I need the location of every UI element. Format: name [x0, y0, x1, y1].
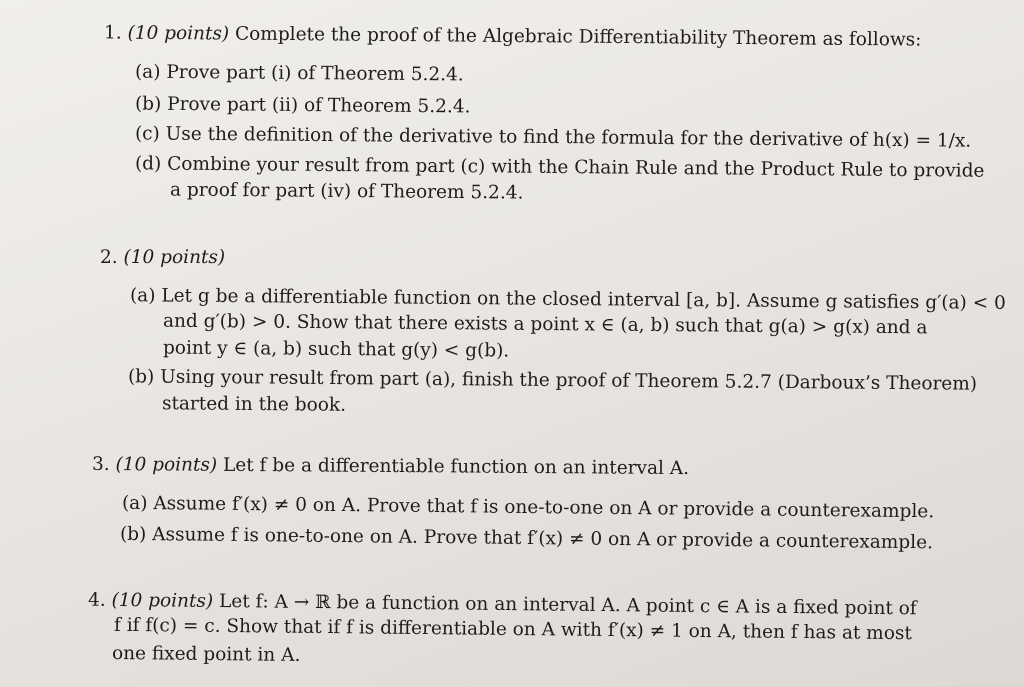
- problem-1-part-a: [135, 62, 464, 86]
- problem-4-text: one fixed point in A.: [111, 643, 301, 666]
- part-text: Assume f′(x) ≠ 0 on A. Prove that f is one-to-one on A or provide a counterexample.: [153, 493, 935, 523]
- problem-1-points: (10 points): [127, 22, 230, 45]
- part-label: (a): [134, 61, 161, 83]
- problem-4-intro: Let f: A → ℝ be a function on an interval A. A point c ∈ A is a fixed point of: [218, 591, 917, 620]
- problem-3-part-b: [120, 524, 933, 554]
- problem-2-part-b-cont: [162, 393, 346, 416]
- problem-1-part-b: [135, 94, 471, 118]
- problem-4-text: f if f(c) = c. Show that if f is differentiable on A with f′(x) ≠ 1 on A, then f has at most: [113, 614, 912, 645]
- part-text: a proof for part (iv) of Theorem 5.2.4.: [169, 179, 524, 204]
- problem-2-part-b: [128, 366, 977, 395]
- problem-4-points: (10 points): [111, 589, 214, 612]
- part-label: (a): [129, 285, 156, 307]
- part-text: Combine your result from part (c) with the Chain Rule and the Product Rule to provide: [167, 153, 985, 182]
- problem-1-intro: Complete the proof of the Algebraic Differentiability Theorem as follows:: [234, 23, 922, 51]
- problem-1-part-d: [135, 153, 985, 182]
- part-label: (d): [134, 153, 162, 175]
- problem-4-number: 4.: [87, 589, 106, 611]
- part-text: started in the book.: [161, 393, 347, 416]
- part-label: (c): [134, 123, 160, 145]
- problem-1-part-d-cont: [170, 179, 524, 203]
- problem-1-part-c: [135, 123, 971, 152]
- problem-2-part-a-cont1: [163, 311, 928, 339]
- problem-3-points: (10 points): [115, 454, 218, 476]
- problem-3-header: [92, 454, 689, 479]
- part-text: Assume f is one-to-one on A. Prove that f′(x) ≠ 0 on A or provide a counterexample.: [152, 524, 934, 554]
- problem-2-number: 2.: [100, 247, 118, 268]
- part-text: Prove part (ii) of Theorem 5.2.4.: [167, 93, 471, 118]
- problem-1-number: 1.: [103, 22, 122, 44]
- problem-3-part-a: [122, 493, 934, 523]
- part-text: point y ∈ (a, b) such that g(y) < g(b).: [162, 337, 510, 362]
- part-text: Let g be a differentiable function on the closed interval [a, b]. Assume g satisfies g′(a) < 0: [161, 285, 1006, 314]
- problem-2-part-a: [130, 285, 1006, 314]
- problem-1-header: [104, 22, 922, 50]
- problem-3-intro: Let f be a differentiable function on an interval A.: [222, 454, 690, 480]
- part-label: (b): [119, 523, 147, 546]
- part-text: and g′(b) > 0. Show that there exists a point x ∈ (a, b) such that g(a) > g(x) and a: [162, 310, 928, 339]
- problem-3-number: 3.: [91, 453, 110, 476]
- problem-2-header: [100, 247, 225, 268]
- part-text: Use the definition of the derivative to find the formula for the derivative of h(x) = 1/x.: [165, 123, 972, 152]
- part-text: Using your result from part (a), finish the proof of Theorem 5.2.7 (Darboux’s Theorem): [160, 366, 978, 395]
- part-label: (b): [134, 93, 162, 115]
- problem-2-points: (10 points): [123, 247, 226, 268]
- problem-4-line-3: [112, 643, 301, 666]
- part-text: Prove part (i) of Theorem 5.2.4.: [166, 61, 464, 86]
- problem-2-part-a-cont2: [163, 337, 509, 361]
- part-label: (b): [127, 366, 155, 388]
- part-label: (a): [121, 492, 148, 515]
- problem-4-line-2: [114, 615, 912, 645]
